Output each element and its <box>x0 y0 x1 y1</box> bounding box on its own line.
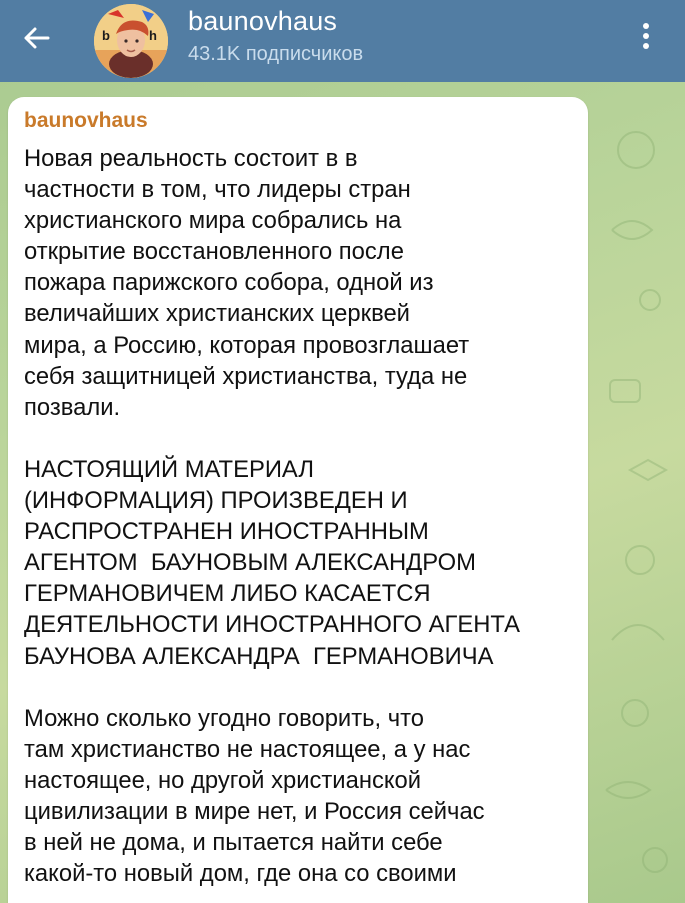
text-line: христианского мира собрались на <box>24 207 402 235</box>
text-line: мира, а Россию, которая провозглашает <box>24 331 470 359</box>
message-text <box>24 143 579 889</box>
message-paragraph-2 <box>24 454 579 672</box>
text-line: себя защитницей христианства, туда не <box>24 362 468 390</box>
text-line: РАСПРОСТРАНЕН ИНОСТРАННЫМ <box>24 518 429 546</box>
text-line: БАУНОВА АЛЕКСАНДРА ГЕРМАНОВИЧА <box>24 642 494 670</box>
message-paragraph-3 <box>24 703 579 890</box>
arrow-left-icon <box>22 26 50 50</box>
channel-avatar[interactable] <box>94 4 168 78</box>
text-line: в ней не дома, и пытается найти себе <box>24 829 443 857</box>
text-line: настоящее, но другой христианской <box>24 766 422 794</box>
message-bubble[interactable] <box>8 97 588 903</box>
back-button[interactable] <box>14 16 58 60</box>
text-line: (ИНФОРМАЦИЯ) ПРОИЗВЕДЕН И <box>24 487 408 515</box>
text-line: величайших христианских церквей <box>24 300 410 328</box>
text-line: ГЕРМАНОВИЧЕМ ЛИБО КАСАЕТСЯ <box>24 580 431 608</box>
text-line: АГЕНТОМ БАУНОВЫМ АЛЕКСАНДРОМ <box>24 549 476 577</box>
message-sender[interactable]: baunovhaus <box>24 109 148 132</box>
text-line: ДЕЯТЕЛЬНОСТИ ИНОСТРАННОГО АГЕНТА <box>24 611 521 639</box>
text-line: пожара парижского собора, одной из <box>24 269 434 297</box>
text-line: Новая реальность состоит в в <box>24 145 358 172</box>
more-menu-button[interactable] <box>628 14 664 58</box>
text-line: цивилизации в мире нет, и Россия сейчас <box>24 797 485 825</box>
text-line: НАСТОЯЩИЙ МАТЕРИАЛ <box>24 455 314 483</box>
avatar-letter-h: h <box>149 28 157 43</box>
text-line: Можно сколько угодно говорить, что <box>24 704 425 732</box>
more-vertical-icon <box>641 21 651 51</box>
avatar-letter-b: b <box>102 28 110 43</box>
channel-title[interactable]: baunovhaus <box>188 6 338 36</box>
message-paragraph-1 <box>24 143 579 423</box>
text-line: там христианство не настоящее, а у нас <box>24 735 471 763</box>
text-line: позвали. <box>24 393 121 421</box>
subscriber-count: 43.1K подписчиков <box>188 43 364 65</box>
text-line: открытие восстановленного после <box>24 238 404 266</box>
text-line: частности в том, что лидеры стран <box>24 176 411 204</box>
text-line: какой-то новый дом, где она со своими <box>24 860 457 888</box>
chat-header <box>0 0 685 82</box>
